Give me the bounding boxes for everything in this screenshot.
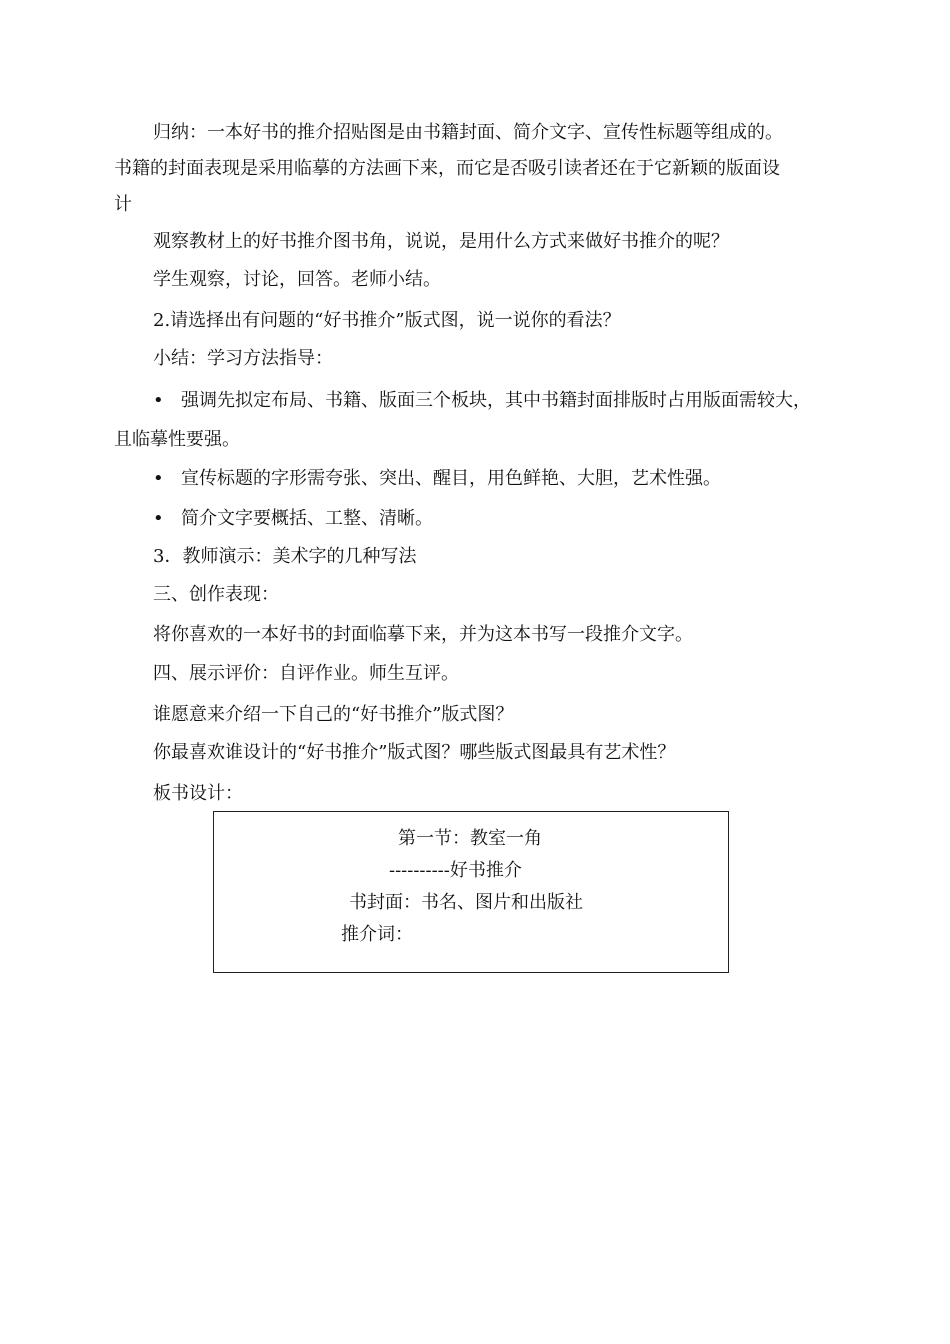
create-text: 将你喜欢的一本好书的封面临摹下来，并为这本书写一段推介文字。 bbox=[153, 624, 693, 645]
summary-line-2: 书籍的封面表现是采用临摹的方法画下来，而它是否吸引读者还在于它新颖的版面设 bbox=[114, 158, 780, 179]
question-line-2: 你最喜欢谁设计的“好书推介”版式图？哪些版式图最具有艺术性？ bbox=[153, 742, 676, 763]
bullet-symbol: • bbox=[153, 390, 164, 411]
board-design-label: 板书设计： bbox=[153, 783, 243, 804]
select-question-paragraph: 2.请选择出有问题的“好书推介”版式图，说一说你的看法？ bbox=[153, 310, 621, 331]
bullet-item-layout bbox=[153, 389, 811, 413]
bullet-item-title bbox=[153, 467, 721, 491]
bullet-text: 宣传标题的字形需夸张、突出、醒目，用色鲜艳、大胆，艺术性强。 bbox=[181, 468, 721, 489]
create-heading: 三、创作表现： bbox=[153, 584, 279, 605]
board-recommend-line: 推介词： bbox=[341, 924, 413, 945]
board-design-box bbox=[213, 811, 729, 973]
bullet-text: 强调先拟定布局、书籍、版面三个板块，其中书籍封面排版时占用版面需较大， bbox=[181, 390, 811, 411]
bullet-text: 简介文字要概括、工整、清晰。 bbox=[181, 508, 433, 529]
bullet-item-intro bbox=[153, 507, 433, 531]
show-evaluate-heading: 四、展示评价：自评作业。师生互评。 bbox=[153, 663, 459, 684]
bullet-symbol: • bbox=[153, 508, 164, 529]
board-title: 第一节：教室一角 bbox=[398, 828, 542, 849]
board-subtitle: ----------好书推介 bbox=[389, 860, 522, 881]
board-cover-line: 书封面：书名、图片和出版社 bbox=[349, 892, 583, 913]
method-summary-heading: 小结：学习方法指导： bbox=[153, 348, 333, 369]
teacher-demo-line: 3．教师演示：美术字的几种写法 bbox=[153, 546, 417, 567]
summary-line-1: 归纳：一本好书的推介招贴图是由书籍封面、简介文字、宣传性标题等组成的。 bbox=[153, 122, 783, 143]
summary-line-3: 计 bbox=[114, 194, 132, 215]
question-line-1: 谁愿意来介绍一下自己的“好书推介”版式图？ bbox=[153, 704, 514, 725]
bullet-symbol: • bbox=[153, 468, 164, 489]
bullet-item-layout-continuation: 且临摹性要强。 bbox=[114, 429, 240, 450]
observe-paragraph: 观察教材上的好书推介图书角，说说，是用什么方式来做好书推介的呢？ bbox=[153, 231, 729, 252]
student-discuss-paragraph: 学生观察，讨论，回答。老师小结。 bbox=[153, 269, 441, 290]
